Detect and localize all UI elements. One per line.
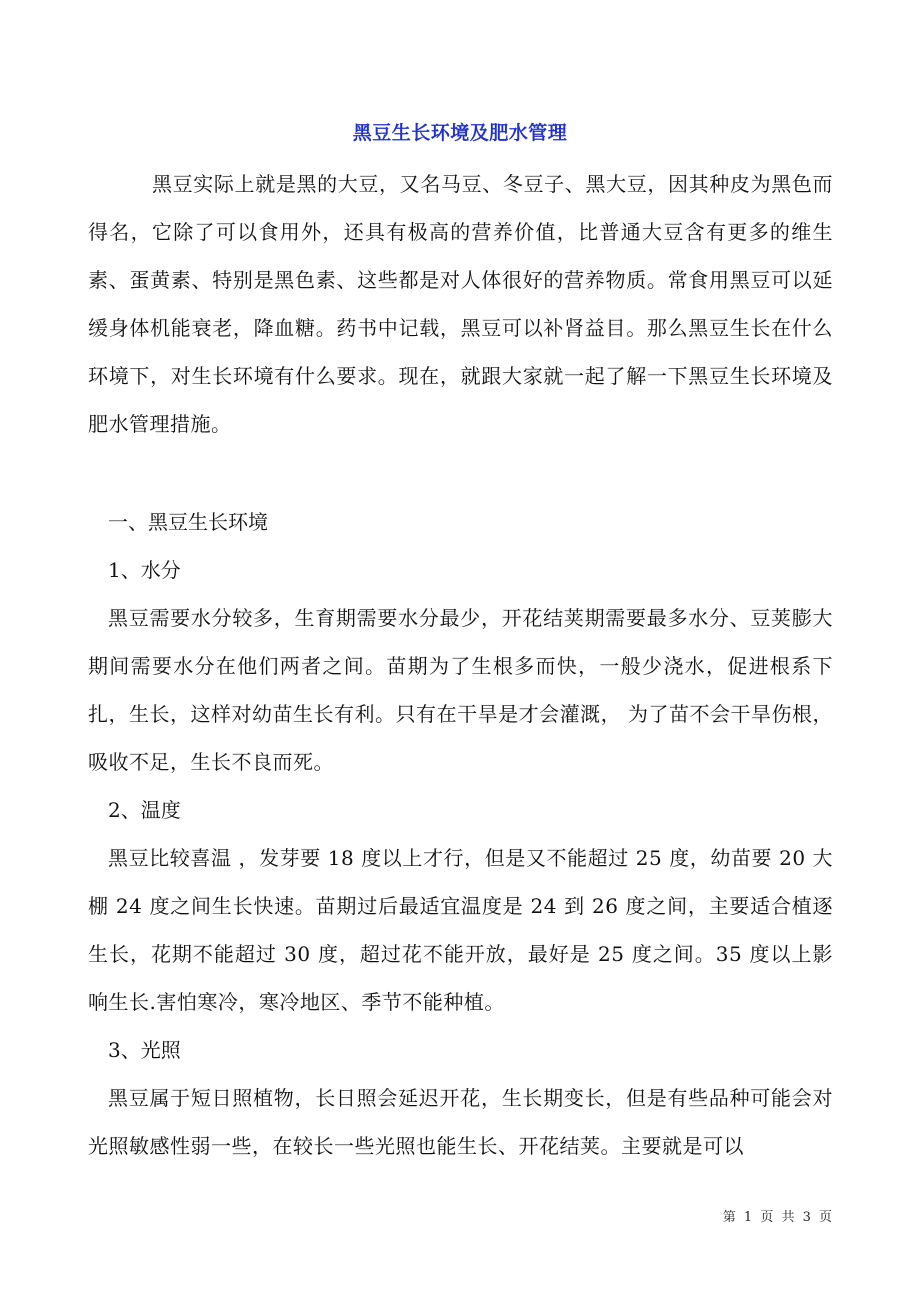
subheading-temperature: 2、温度: [108, 798, 181, 822]
page-number-footer: 第 1 页 共 3 页: [722, 1210, 832, 1225]
paragraph-water: 黑豆需要水分较多，生育期需要水分最少，开花结荚期需要最多水分、豆荚膨大期间需要水分在他们两者之间。苗期为了生根多而快，一般少浇水，促进根系下扎，生长，这样对幼苗生长有利。只有在干旱是才会灌溉， 为了苗不会干旱伤根，吸收不足，生长不良而死。: [88, 606, 833, 774]
document-title: 黑豆生长环境及肥水管理: [352, 122, 568, 144]
section-heading-environment: 一、黑豆生长环境: [108, 510, 268, 534]
subheading-water: 1、水分: [108, 558, 181, 582]
subheading-light: 3、光照: [108, 1038, 181, 1062]
intro-paragraph: 黑豆实际上就是黑的大豆，又名马豆、冬豆子、黑大豆，因其种皮为黑色而得名，它除了可以食用外，还具有极高的营养价值，比普通大豆含有更多的维生素、蛋黄素、特别是黑色素、这些都是对人体很好的营养物质。常食用黑豆可以延缓身体机能衰老，降血糖。药书中记载，黑豆可以补肾益目。那么黑豆生长在什么环境下，对生长环境有什么要求。现在，就跟大家就一起了解一下黑豆生长环境及肥水管理措施。: [88, 172, 833, 436]
paragraph-light: 黑豆属于短日照植物，长日照会延迟开花，生长期变长，但是有些品种可能会对光照敏感性弱一些，在较长一些光照也能生长、开花结荚。主要就是可以: [88, 1086, 833, 1158]
paragraph-temperature: 黑豆比较喜温 ，发芽要 18 度以上才行，但是又不能超过 25 度，幼苗要 20 大棚 24 度之间生长快速。苗期过后最适宜温度是 24 到 26 度之间，主要适合植逐生长，花期不能超过 30 度，超过花不能开放，最好是 25 度之间。35 度以上影响生长.害怕寒冷，寒冷地区、季节不能种植。: [88, 846, 833, 1014]
